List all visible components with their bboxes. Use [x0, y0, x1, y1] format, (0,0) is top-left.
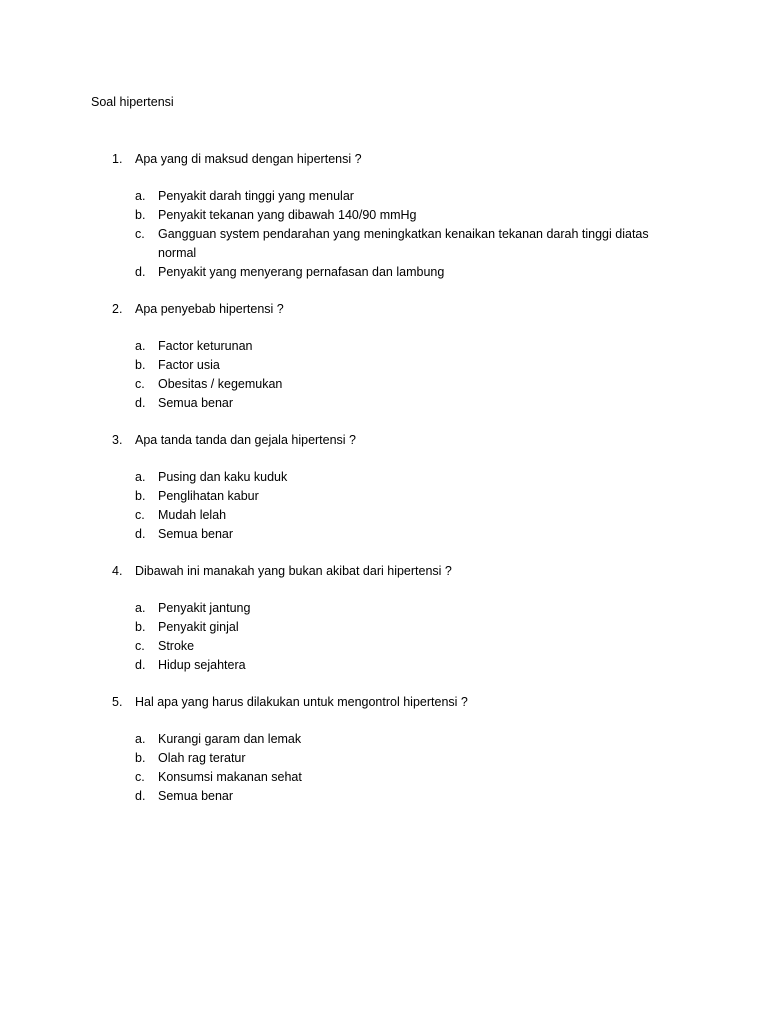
question-text: Hal apa yang harus dilakukan untuk mengontrol hipertensi ? [135, 695, 468, 709]
question-text: Apa yang di maksud dengan hipertensi ? [135, 152, 362, 166]
question-item [0, 693, 768, 806]
option-letter: b. [135, 208, 146, 222]
option-text: Semua benar [158, 789, 234, 803]
option-text: Hidup sejahtera [158, 658, 246, 672]
question-number: 1. [112, 152, 123, 166]
option-letter: d. [135, 789, 146, 803]
question-number: 2. [112, 302, 123, 316]
question-number: 4. [112, 564, 123, 578]
question-number: 3. [112, 433, 123, 447]
question-item [0, 562, 768, 675]
question-line [0, 562, 768, 581]
question-item [0, 431, 768, 544]
option-text: Factor keturunan [158, 339, 253, 353]
option-text: Penglihatan kabur [158, 489, 259, 503]
option-list [0, 730, 768, 806]
option-item [0, 206, 768, 225]
option-text: Mudah lelah [158, 508, 227, 522]
option-text: Semua benar [158, 527, 234, 541]
option-item [0, 599, 768, 618]
option-list [0, 337, 768, 413]
option-letter: c. [135, 639, 145, 653]
option-letter: b. [135, 751, 146, 765]
option-letter: c. [135, 770, 145, 784]
option-item [0, 487, 768, 506]
option-item [0, 656, 768, 675]
option-letter: a. [135, 339, 146, 353]
option-item [0, 375, 768, 394]
option-letter: a. [135, 470, 146, 484]
option-letter: d. [135, 396, 146, 410]
option-letter: c. [135, 227, 145, 241]
option-letter: d. [135, 527, 146, 541]
option-item [0, 468, 768, 487]
option-letter: a. [135, 601, 146, 615]
option-list [0, 599, 768, 675]
document-title: Soal hipertensi [91, 95, 174, 109]
option-item [0, 394, 768, 413]
option-list [0, 187, 768, 282]
question-line [0, 693, 768, 712]
option-item [0, 787, 768, 806]
option-letter: b. [135, 489, 146, 503]
option-letter: b. [135, 358, 146, 372]
question-text: Apa tanda tanda dan gejala hipertensi ? [135, 433, 357, 447]
option-text: Penyakit tekanan yang dibawah 140/90 mmHg [158, 208, 417, 222]
option-text: Olah rag teratur [158, 751, 246, 765]
option-text: Semua benar [158, 396, 234, 410]
option-item [0, 749, 768, 768]
option-letter: d. [135, 658, 146, 672]
question-list [0, 150, 768, 824]
option-item [0, 263, 768, 282]
option-text: Penyakit yang menyerang pernafasan dan lambung [158, 265, 445, 279]
option-text: Kurangi garam dan lemak [158, 732, 302, 746]
question-text: Dibawah ini manakah yang bukan akibat dari hipertensi ? [135, 564, 452, 578]
option-letter: c. [135, 508, 145, 522]
option-text: Obesitas / kegemukan [158, 377, 283, 391]
option-text: Konsumsi makanan sehat [158, 770, 302, 784]
option-item [0, 768, 768, 787]
option-text: Factor usia [158, 358, 220, 372]
question-text: Apa penyebab hipertensi ? [135, 302, 284, 316]
question-number: 5. [112, 695, 123, 709]
option-item [0, 337, 768, 356]
option-letter: b. [135, 620, 146, 634]
option-item [0, 506, 768, 525]
option-letter: a. [135, 189, 146, 203]
option-item [0, 225, 768, 263]
question-line [0, 300, 768, 319]
question-item [0, 300, 768, 413]
option-letter: d. [135, 265, 146, 279]
option-item [0, 525, 768, 544]
option-item [0, 356, 768, 375]
question-item [0, 150, 768, 282]
question-line [0, 150, 768, 169]
option-list [0, 468, 768, 544]
option-item [0, 187, 768, 206]
question-line [0, 431, 768, 450]
option-letter: c. [135, 377, 145, 391]
option-item [0, 637, 768, 656]
option-text: Gangguan system pendarahan yang meningkatkan kenaikan tekanan darah tinggi diatas normal [158, 227, 649, 260]
option-text: Pusing dan kaku kuduk [158, 470, 288, 484]
option-item [0, 730, 768, 749]
option-text: Penyakit darah tinggi yang menular [158, 189, 354, 203]
option-text: Penyakit jantung [158, 601, 251, 615]
option-letter: a. [135, 732, 146, 746]
option-item [0, 618, 768, 637]
option-text: Penyakit ginjal [158, 620, 239, 634]
option-text: Stroke [158, 639, 195, 653]
